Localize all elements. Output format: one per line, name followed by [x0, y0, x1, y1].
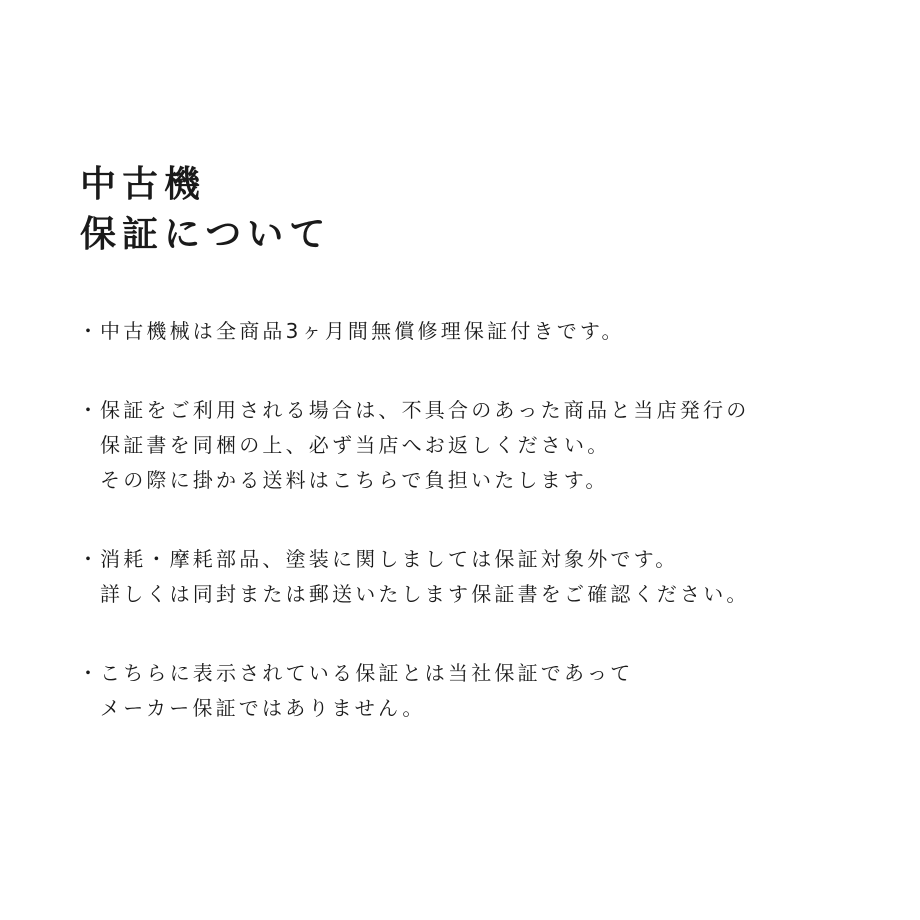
- note-text: こちらに表示されている保証とは当社保証であって: [100, 661, 634, 685]
- page-title: [80, 160, 331, 260]
- note-text: 中古機械は全商品3ヶ月間無償修理保証付きです。: [100, 319, 625, 343]
- warranty-note-3: [78, 542, 898, 612]
- bullet-mark: ・: [78, 661, 102, 685]
- note-text: 消耗・摩耗部品、塗装に関しましては保証対象外です。: [100, 547, 679, 571]
- note-text: 詳しくは同封または郵送いたします保証書をご確認ください。: [100, 582, 750, 606]
- note-text: 保証書を同梱の上、必ず当店へお返しください。: [100, 433, 611, 457]
- bullet-mark: ・: [78, 398, 102, 422]
- note-text: メーカー保証ではありません。: [100, 696, 426, 720]
- warranty-note-1: [78, 314, 898, 349]
- warranty-note-2: [78, 393, 898, 498]
- bullet-mark: ・: [78, 547, 102, 571]
- bullet-mark: ・: [78, 319, 102, 343]
- note-text: その際に掛かる送料はこちらで負担いたします。: [100, 468, 609, 492]
- note-text: 保証をご利用される場合は、不具合のあった商品と当店発行の: [100, 398, 750, 422]
- warranty-notes-list: [78, 314, 898, 770]
- page-title-line-1: 中古機: [80, 164, 207, 205]
- warranty-note-4: [78, 656, 898, 726]
- page-title-line-2: 保証について: [80, 214, 332, 255]
